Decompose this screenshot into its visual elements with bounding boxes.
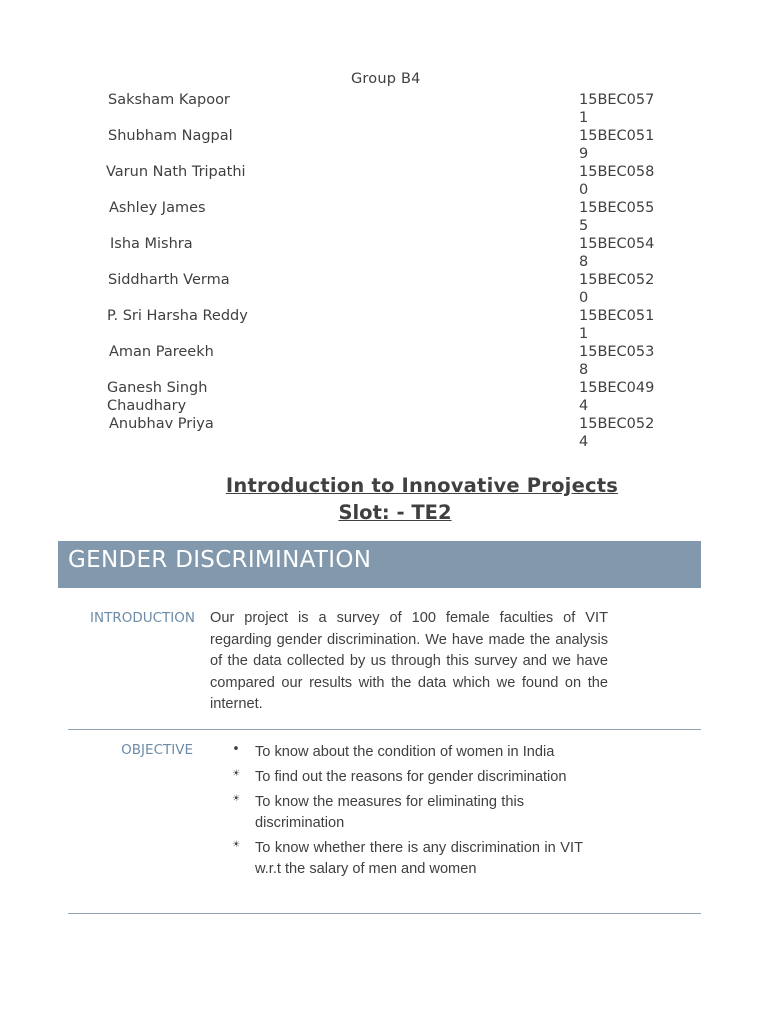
member-reg-number: 15BEC0520 bbox=[579, 272, 655, 306]
member-name: Varun Nath Tripathi bbox=[106, 164, 246, 180]
section-divider bbox=[68, 729, 701, 730]
member-row bbox=[0, 379, 768, 415]
member-reg-number: 15BEC0548 bbox=[579, 236, 655, 270]
section-banner bbox=[58, 541, 701, 588]
member-reg-number: 15BEC0494 bbox=[579, 380, 655, 414]
member-name: P. Sri Harsha Reddy bbox=[107, 308, 248, 324]
member-reg-number: 15BEC0571 bbox=[579, 92, 655, 126]
member-name: Saksham Kapoor bbox=[108, 92, 230, 108]
objective-text: To know whether there is any discrimination in VIT w.r.t the salary of men and women bbox=[255, 840, 583, 877]
member-row bbox=[0, 199, 768, 235]
member-name: Ashley James bbox=[109, 200, 206, 216]
banner-title: GENDER DISCRIMINATION bbox=[68, 547, 372, 573]
course-title: Introduction to Innovative Projects bbox=[225, 474, 619, 497]
member-name: Shubham Nagpal bbox=[108, 128, 233, 144]
sun-bullet-icon: ☀ bbox=[231, 794, 241, 804]
member-reg-number: 15BEC0524 bbox=[579, 416, 655, 450]
member-row bbox=[0, 91, 768, 127]
member-reg-number: 15BEC0538 bbox=[579, 344, 655, 378]
objective-text: To find out the reasons for gender discrimination bbox=[255, 769, 567, 785]
member-reg-number: 15BEC0580 bbox=[579, 164, 655, 198]
member-name: Siddharth Verma bbox=[108, 272, 230, 288]
member-row bbox=[0, 271, 768, 307]
member-row bbox=[0, 307, 768, 343]
member-reg-number: 15BEC0511 bbox=[579, 308, 655, 342]
member-name: Anubhav Priya bbox=[109, 416, 214, 432]
member-name: Aman Pareekh bbox=[109, 344, 214, 360]
objective-text: To know about the condition of women in India bbox=[255, 744, 555, 760]
member-reg-number: 15BEC0555 bbox=[579, 200, 655, 234]
objective-label: OBJECTIVE bbox=[121, 742, 193, 758]
introduction-text: Our project is a survey of 100 female faculties of VIT regarding gender discrimination. We have made the analysis of the data collected by us through this survey and we have compared our results with the data which we found on the internet. bbox=[210, 610, 608, 712]
member-reg-number: 15BEC0519 bbox=[579, 128, 655, 162]
member-row bbox=[0, 235, 768, 271]
member-row bbox=[0, 163, 768, 199]
sun-bullet-icon: ☀ bbox=[231, 769, 241, 779]
member-name: Isha Mishra bbox=[110, 236, 193, 252]
bullet-icon: • bbox=[232, 742, 240, 757]
member-row bbox=[0, 343, 768, 379]
section-divider bbox=[68, 913, 701, 914]
member-name: Ganesh Singh Chaudhary bbox=[107, 380, 208, 414]
slot-title: Slot: - TE2 bbox=[338, 501, 452, 524]
introduction-label: INTRODUCTION bbox=[90, 610, 195, 626]
member-row bbox=[0, 415, 768, 451]
objective-text: To know the measures for eliminating this discrimination bbox=[255, 794, 524, 831]
group-title: Group B4 bbox=[351, 71, 421, 87]
sun-bullet-icon: ☀ bbox=[231, 840, 241, 850]
member-row bbox=[0, 127, 768, 163]
